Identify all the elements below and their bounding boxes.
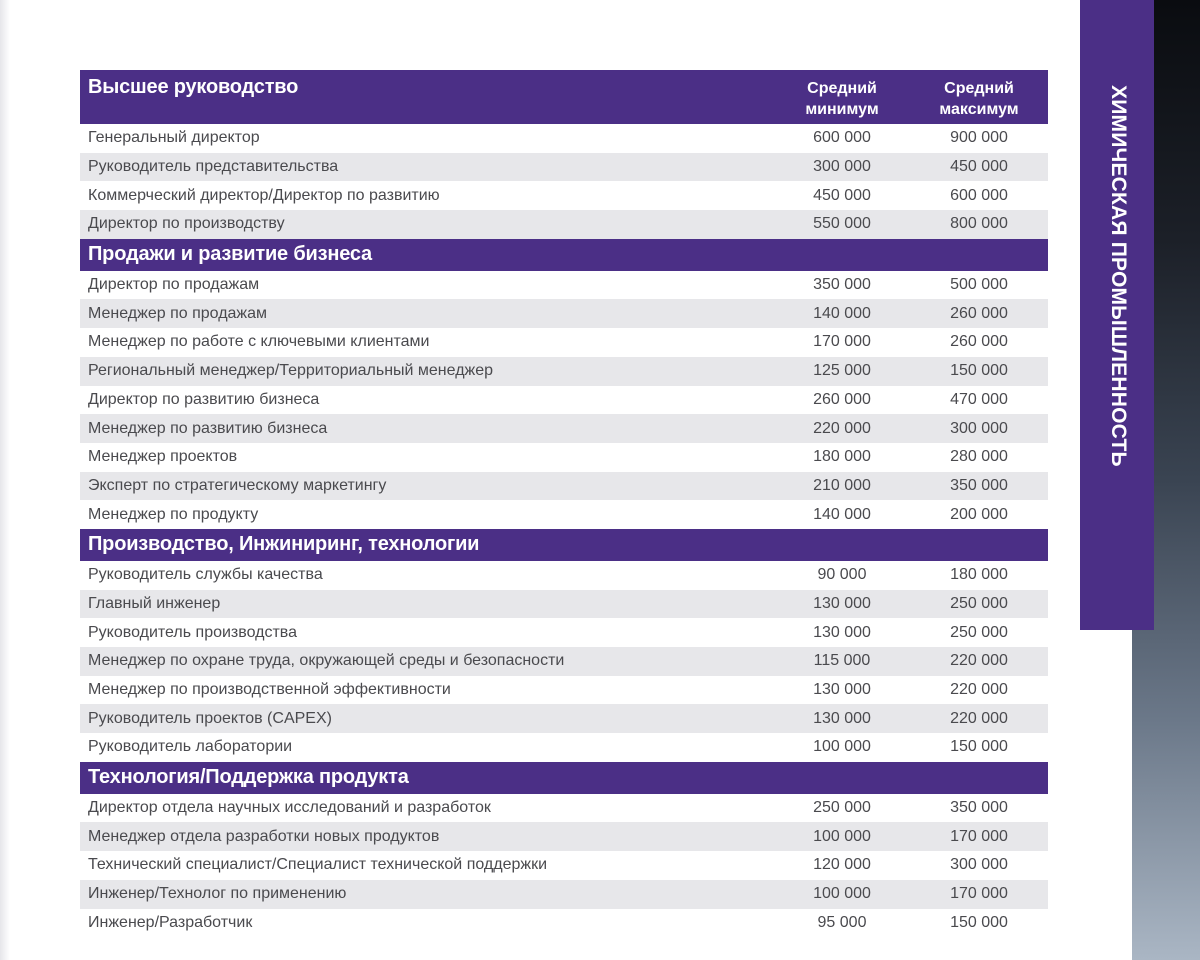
salary-max: 260 000 — [950, 304, 1008, 322]
position-name: Руководитель лаборатории — [88, 738, 293, 756]
position-name: Менеджер по охране труда, окружающей среды и безопасности — [88, 652, 565, 670]
table-row — [80, 676, 1048, 705]
salary-min: 300 000 — [813, 158, 871, 176]
section-header — [80, 529, 1048, 561]
salary-max: 470 000 — [950, 390, 1008, 408]
position-name: Технический специалист/Специалист технической поддержки — [88, 856, 548, 874]
salary-max: 200 000 — [950, 505, 1008, 523]
table-row — [80, 822, 1048, 851]
salary-max: 300 000 — [950, 856, 1008, 874]
salary-min: 450 000 — [813, 186, 871, 204]
section-title: Производство, Инжиниринг, технологии — [88, 533, 480, 556]
table-row — [80, 500, 1048, 529]
position-name: Менеджер по развитию бизнеса — [88, 419, 328, 437]
position-name: Менеджер по работе с ключевыми клиентами — [88, 333, 430, 351]
salary-min: 100 000 — [813, 885, 871, 903]
salary-max: 150 000 — [950, 738, 1008, 756]
column-header-min: Средний минимум — [805, 80, 879, 118]
salary-min: 180 000 — [813, 448, 871, 466]
salary-max: 260 000 — [950, 333, 1008, 351]
position-name: Руководитель проектов (CAPEX) — [88, 709, 332, 727]
salary-max: 150 000 — [950, 362, 1008, 380]
salary-min: 100 000 — [813, 738, 871, 756]
salary-max: 350 000 — [950, 799, 1008, 817]
position-name: Региональный менеджер/Территориальный менеджер — [88, 362, 494, 380]
salary-max: 900 000 — [950, 129, 1008, 147]
table-row — [80, 704, 1048, 733]
salary-min: 220 000 — [813, 419, 871, 437]
salary-max: 500 000 — [950, 276, 1008, 294]
position-name: Директор отдела научных исследований и разработок — [88, 799, 491, 817]
position-name: Руководитель службы качества — [88, 566, 323, 584]
column-header-max: Средний максимум — [939, 80, 1019, 118]
table-row — [80, 210, 1048, 239]
salary-min: 170 000 — [813, 333, 871, 351]
table-row — [80, 386, 1048, 415]
table-row — [80, 851, 1048, 880]
table-row — [80, 472, 1048, 501]
position-name: Менеджер по продукту — [88, 505, 259, 523]
salary-max: 170 000 — [950, 827, 1008, 845]
position-name: Директор по развитию бизнеса — [88, 390, 320, 408]
salary-max: 250 000 — [950, 623, 1008, 641]
table-row — [80, 181, 1048, 210]
salary-max: 450 000 — [950, 158, 1008, 176]
position-name: Менеджер отдела разработки новых продуктов — [88, 827, 440, 845]
section-header — [80, 70, 1048, 124]
salary-max: 180 000 — [950, 566, 1008, 584]
position-name: Руководитель производства — [88, 623, 298, 641]
salary-table — [80, 70, 1048, 937]
position-name: Инженер/Разработчик — [88, 913, 253, 931]
table-row — [80, 561, 1048, 590]
salary-max: 220 000 — [950, 709, 1008, 727]
salary-max: 600 000 — [950, 186, 1008, 204]
side-label-text: ХИМИЧЕСКАЯ ПРОМЫШЛЕННОСТЬ — [1107, 85, 1130, 467]
position-name: Генеральный директор — [88, 129, 260, 147]
salary-min: 130 000 — [813, 681, 871, 699]
salary-min: 600 000 — [813, 129, 871, 147]
table-row — [80, 647, 1048, 676]
salary-min: 130 000 — [813, 623, 871, 641]
table-row — [80, 733, 1048, 762]
section-header — [80, 239, 1048, 271]
salary-min: 130 000 — [813, 709, 871, 727]
position-name: Менеджер по производственной эффективности — [88, 681, 451, 699]
salary-min: 210 000 — [813, 476, 871, 494]
position-name: Директор по производству — [88, 215, 285, 233]
table-row — [80, 124, 1048, 153]
table-row — [80, 880, 1048, 909]
salary-max: 250 000 — [950, 594, 1008, 612]
table-row — [80, 153, 1048, 182]
position-name: Инженер/Технолог по применению — [88, 885, 347, 903]
position-name: Директор по продажам — [88, 276, 260, 294]
salary-min: 115 000 — [813, 652, 871, 670]
section-title: Технология/Поддержка продукта — [88, 766, 409, 789]
position-name: Менеджер проектов — [88, 448, 238, 466]
salary-max: 150 000 — [950, 913, 1008, 931]
table-row — [80, 909, 1048, 938]
table-row — [80, 794, 1048, 823]
salary-max: 300 000 — [950, 419, 1008, 437]
salary-min: 140 000 — [813, 505, 871, 523]
position-name: Коммерческий директор/Директор по развитию — [88, 186, 440, 204]
salary-min: 130 000 — [813, 594, 871, 612]
section-header — [80, 762, 1048, 794]
salary-min: 120 000 — [813, 856, 871, 874]
table-row — [80, 414, 1048, 443]
position-name: Менеджер по продажам — [88, 304, 268, 322]
position-name: Руководитель представительства — [88, 158, 339, 176]
salary-min: 350 000 — [813, 276, 871, 294]
salary-max: 220 000 — [950, 681, 1008, 699]
salary-min: 125 000 — [813, 362, 871, 380]
table-row — [80, 590, 1048, 619]
salary-max: 280 000 — [950, 448, 1008, 466]
salary-min: 250 000 — [813, 799, 871, 817]
section-title: Продажи и развитие бизнеса — [88, 243, 372, 266]
page-edge-shadow — [0, 0, 10, 960]
salary-min: 95 000 — [817, 913, 867, 931]
salary-max: 800 000 — [950, 215, 1008, 233]
section-title: Высшее руководство — [88, 76, 299, 98]
table-row — [80, 357, 1048, 386]
salary-max: 170 000 — [950, 885, 1008, 903]
salary-min: 100 000 — [813, 827, 871, 845]
table-row — [80, 328, 1048, 357]
table-row — [80, 618, 1048, 647]
salary-max: 350 000 — [950, 476, 1008, 494]
salary-max: 220 000 — [950, 652, 1008, 670]
position-name: Главный инженер — [88, 594, 221, 612]
position-name: Эксперт по стратегическому маркетингу — [88, 476, 387, 494]
table-row — [80, 443, 1048, 472]
salary-min: 550 000 — [813, 215, 871, 233]
salary-min: 260 000 — [813, 390, 871, 408]
salary-min: 90 000 — [817, 566, 867, 584]
table-row — [80, 299, 1048, 328]
table-row — [80, 271, 1048, 300]
salary-min: 140 000 — [813, 304, 871, 322]
